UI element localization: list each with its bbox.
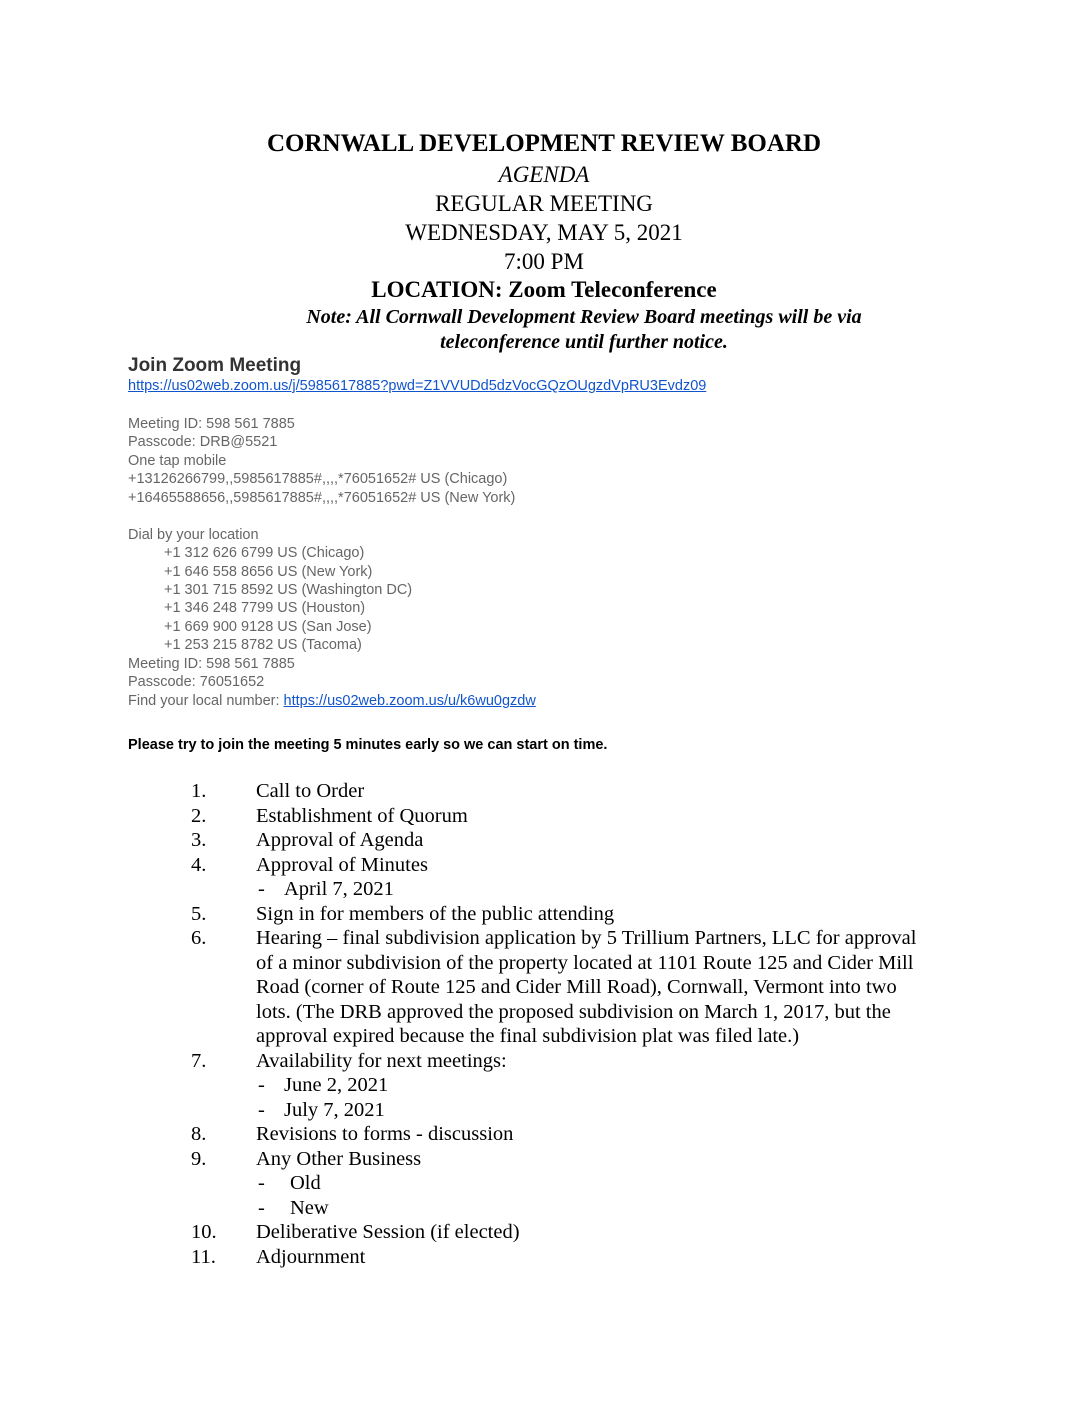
item-number: 10.	[191, 1221, 217, 1243]
sub-item-text: Old	[290, 1172, 321, 1194]
sub-item-dash: -	[258, 1197, 265, 1219]
one-tap-label: One tap mobile	[128, 453, 227, 469]
sub-item-text: April 7, 2021	[284, 878, 394, 900]
local-number-link[interactable]: https://us02web.zoom.us/u/k6wu0gzdw	[283, 693, 536, 709]
meeting-location: LOCATION: Zoom Teleconference	[371, 277, 717, 302]
item-text: of a minor subdivision of the property located at 1101 Route 125 and Cider Mill	[256, 952, 914, 974]
local-number-line	[128, 694, 536, 709]
zoom-meeting-link[interactable]: https://us02web.zoom.us/j/5985617885?pwd=Z1VVUDd5dzVocGQzOUgzdVpRU3Evdz09	[128, 378, 707, 394]
item-text: Approval of Agenda	[256, 829, 424, 851]
item-text: Adjournment	[256, 1246, 366, 1268]
item-text: Road (corner of Route 125 and Cider Mill Road), Cornwall, Vermont into two	[256, 976, 897, 998]
item-text: Revisions to forms - discussion	[256, 1123, 514, 1145]
note-line-1: Note: All Cornwall Development Review Board meetings will be via	[306, 306, 862, 328]
dial-number: +1 646 558 8656 US (New York)	[164, 564, 373, 580]
document-title: CORNWALL DEVELOPMENT REVIEW BOARD	[266, 130, 822, 157]
join-early-note: Please try to join the meeting 5 minutes early so we can start on time.	[128, 737, 608, 753]
item-text: Deliberative Session (if elected)	[256, 1221, 520, 1243]
item-text: Any Other Business	[256, 1148, 422, 1170]
item-number: 3.	[191, 829, 207, 851]
item-number: 6.	[191, 927, 207, 949]
sub-item-text: July 7, 2021	[284, 1099, 385, 1121]
item-text: Approval of Minutes	[256, 854, 428, 876]
dial-number: +1 669 900 9128 US (San Jose)	[164, 619, 372, 635]
dial-number: +1 253 215 8782 US (Tacoma)	[164, 637, 362, 653]
meeting-id: Meeting ID: 598 561 7885	[128, 416, 295, 432]
one-tap-chicago: +13126266799,,5985617885#,,,,*76051652# US (Chicago)	[128, 471, 508, 487]
sub-item-text: June 2, 2021	[284, 1074, 389, 1096]
sub-item-dash: -	[258, 1099, 265, 1121]
item-text: Establishment of Quorum	[256, 805, 468, 827]
item-number: 7.	[191, 1050, 207, 1072]
item-text: Availability for next meetings:	[256, 1050, 507, 1072]
dial-heading: Dial by your location	[128, 527, 259, 543]
item-text: Sign in for members of the public attending	[256, 903, 615, 925]
local-number-label: Find your local number:	[128, 693, 284, 709]
meeting-type: REGULAR MEETING	[435, 191, 653, 216]
sub-item-dash: -	[258, 1172, 265, 1194]
agenda-label: AGENDA	[498, 162, 590, 187]
dial-number: +1 346 248 7799 US (Houston)	[164, 600, 366, 616]
sub-item-dash: -	[258, 1074, 265, 1096]
passcode: Passcode: DRB@5521	[128, 434, 278, 450]
one-tap-new-york: +16465588656,,5985617885#,,,,*76051652# US (New York)	[128, 490, 516, 506]
sub-item-text: New	[290, 1197, 329, 1219]
item-text: Call to Order	[256, 780, 365, 802]
meeting-time: 7:00 PM	[504, 249, 584, 274]
note-line-2: teleconference until further notice.	[440, 331, 728, 353]
item-number: 2.	[191, 805, 207, 827]
item-number: 4.	[191, 854, 207, 876]
item-number: 1.	[191, 780, 207, 802]
sub-item-dash: -	[258, 878, 265, 900]
dial-number: +1 301 715 8592 US (Washington DC)	[164, 582, 413, 598]
item-number: 5.	[191, 903, 207, 925]
item-text: Hearing – final subdivision application by 5 Trillium Partners, LLC for approval	[256, 927, 917, 949]
item-text: approval expired because the final subdivision plat was filed late.)	[256, 1025, 800, 1047]
dial-number: +1 312 626 6799 US (Chicago)	[164, 545, 365, 561]
meeting-date: WEDNESDAY, MAY 5, 2021	[405, 220, 683, 245]
item-number: 11.	[191, 1246, 216, 1268]
zoom-heading: Join Zoom Meeting	[128, 355, 302, 376]
meeting-id-2: Meeting ID: 598 561 7885	[128, 656, 295, 672]
item-number: 9.	[191, 1148, 207, 1170]
item-number: 8.	[191, 1123, 207, 1145]
item-text: lots. (The DRB approved the proposed subdivision on March 1, 2017, but the	[256, 1001, 891, 1023]
passcode-2: Passcode: 76051652	[128, 674, 265, 690]
